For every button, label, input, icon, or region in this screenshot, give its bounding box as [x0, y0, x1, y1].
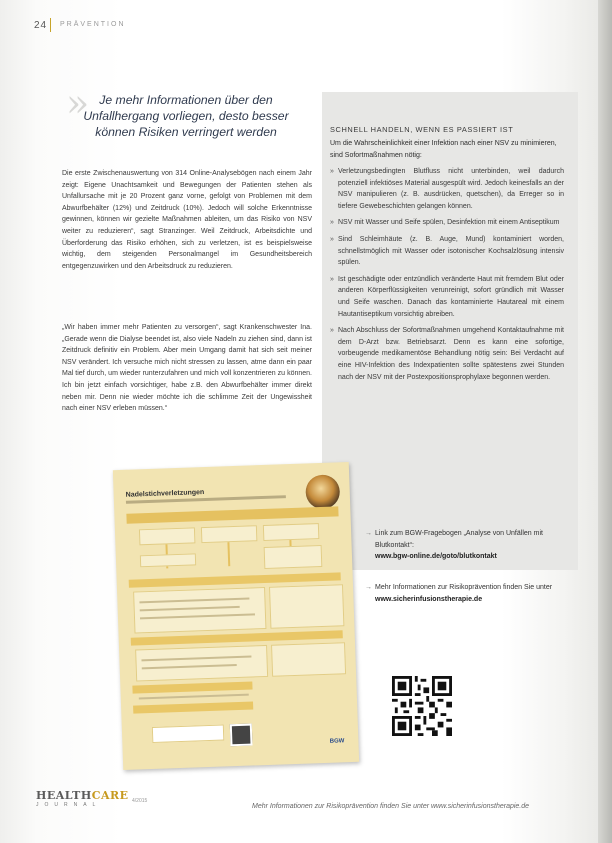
quote-mark-icon: »: [66, 81, 90, 125]
bullet-icon: »: [330, 275, 334, 283]
logo-text-accent: CARE: [91, 789, 129, 802]
section-title: PRÄVENTION: [60, 21, 126, 28]
list-item: [330, 217, 564, 229]
list-item: [330, 234, 564, 269]
info-box-title: SCHNELL HANDELN, WENN ES PASSIERT IST: [330, 125, 514, 134]
link-more-info: [365, 582, 571, 605]
poster-heading: [133, 701, 253, 713]
list-item: [330, 325, 564, 383]
issue-number: 4/2015: [132, 798, 148, 804]
list-item: [330, 274, 564, 320]
body-paragraph-2: „Wir haben immer mehr Patienten zu versorgen“, sagt Krankenschwester Ina. „Gerade wenn die Dialyse beendet ist, also viele Nadeln zu ziehen sind, dann ist Zeitdruck definitiv ein Problem. Aber mein Umgang damit hat sich seit meiner NSV verändert. Ich versuche mich nicht stressen zu lassen, atme dann ein paar Mal tief durch, um wieder runterzufahren und mich voll konzentrieren zu können. Ich bin jetzt einfach vorsichtiger, habe z.B. den Abwurfbehälter immer direkt neben mir. Denn nie wieder möchte ich die schlimme Zeit der Ungewissheit nach einer NSV erleben müssen.“: [62, 324, 312, 413]
poster-qr-code: [230, 724, 253, 747]
bullet-icon: »: [330, 168, 334, 175]
link-text: Link zum BGW-Fragebogen „Analyse von Unfällen mit Blutkontakt“:: [375, 530, 543, 549]
poster-box: [269, 584, 344, 629]
poster-title: Nadelstichverletzungen: [125, 489, 205, 499]
poster-heading: [132, 681, 252, 693]
poster-brand: BGW: [329, 738, 345, 745]
page-edge: [598, 0, 612, 843]
list-item-text: Nach Abschluss der Sofortmaßnahmen umgehend Kontaktaufnahme mit dem D-Arzt bzw. Betriebsarzt. Denn es kann eine sofortige, vorbeugende medikamentöse Behandlung nötig sein: Bei Verdacht auf eine HIV-Infektion des Indexpatienten sollte spätestens zwei Stunden nach der NSV mit der Postexpositionsprophylaxe begonnen werden.: [338, 327, 564, 381]
header-divider: [50, 18, 51, 32]
poster-box: [135, 645, 268, 682]
arrow-right-icon: →: [365, 530, 372, 537]
poster-band: [126, 506, 338, 523]
bullet-icon: »: [330, 219, 334, 227]
poster-box: [263, 523, 320, 541]
bullet-icon: »: [330, 235, 334, 243]
poster-image: [113, 462, 359, 770]
qr-code[interactable]: [392, 676, 452, 736]
arrow-right-icon: →: [365, 584, 372, 591]
link-url[interactable]: www.bgw-online.de/goto/blutkontakt: [375, 553, 497, 561]
journal-logo: [36, 789, 129, 802]
list-item: [330, 166, 564, 212]
logo-text: HEALTH: [36, 789, 92, 802]
list-item-text: Ist geschädigte oder entzündlich veränderte Haut mit fremdem Blut oder anderen Körperflüssigkeiten verunreinigt, sofort gründlich mit Wasser und Seife waschen. Danach das kontaminierte Hautareal mit einem Hautantiseptikum vorsichtig abreiben.: [338, 275, 564, 318]
footer-note: Mehr Informationen zur Risikoprävention finden Sie unter www.sicherinfusionstherapie.de: [252, 803, 530, 810]
info-box-lead: Um die Wahrscheinlichkeit einer Infektion nach einer NSV zu minimieren, sind Sofortmaßnahmen nötig:: [330, 140, 557, 159]
poster-box: [139, 527, 196, 545]
poster-photo: [305, 474, 340, 509]
poster-box: [264, 545, 323, 569]
pull-quote: Je mehr Informationen über den Unfallhergang vorliegen, desto besser können Risiken verringert werden: [83, 93, 289, 139]
list-item-text: Verletzungsbedingten Blutfluss nicht unterbinden, weil dadurch potenziell infektiöses Material ausgespült wird. Jedoch keinesfalls an der NSV manipulieren (z. B. ausdrücken, quetschen), da Erreger so in tiefere Gewebeschichten gelangen können.: [338, 168, 564, 210]
poster-box: [201, 525, 258, 543]
poster-box: [152, 724, 225, 743]
list-item-text: NSV mit Wasser und Seife spülen, Desinfektion mit einem Antiseptikum: [338, 219, 560, 227]
bullet-icon: »: [330, 327, 334, 335]
poster-box: [140, 553, 196, 567]
logo-subtitle: JOURNAL: [36, 802, 102, 808]
page-number: 24: [34, 20, 48, 31]
poster-connector: [227, 542, 230, 566]
link-questionnaire: [365, 528, 571, 563]
link-text: Mehr Informationen zur Risikoprävention finden Sie unter: [375, 584, 553, 591]
poster-text-line: [139, 694, 249, 700]
poster-box: [271, 642, 346, 677]
link-url[interactable]: www.sicherinfusionstherapie.de: [375, 595, 483, 603]
body-paragraph-1: Die erste Zwischenauswertung von 314 Online-Analysebögen nach einem Jahr zeigt: Eigene Unachtsamkeit und Bewegungen der Patienten stehen als Unfallursache mit je 20 Prozent ganz vorne, gefolgt von Problemen mit dem Abwurfbehälter (12%) und Zeitdruck (10%). Jedoch will solche Erkenntnisse gewinnen, können wir gezielte Maßnahmen ableiten, um das Risiko von NSV weiter zu reduzieren“, sagt Stranzinger. Weil Zeitdruck, Arbeitsdichte und Überforderung das Risiko erhöhen, sich zu verletzen, ist es beispielsweise wichtig, dem steigenden Personalmangel im Gesundheitsbereich entgegenzuwirken und den Arbeitsdruck zu reduzieren.: [62, 170, 312, 270]
info-box-list: [330, 166, 564, 388]
list-item-text: Sind Schleimhäute (z. B. Auge, Mund) kontaminiert worden, schnellstmöglich mit Wasser oder isotonischer Kochsalzlösung intensiv spülen.: [338, 235, 564, 267]
